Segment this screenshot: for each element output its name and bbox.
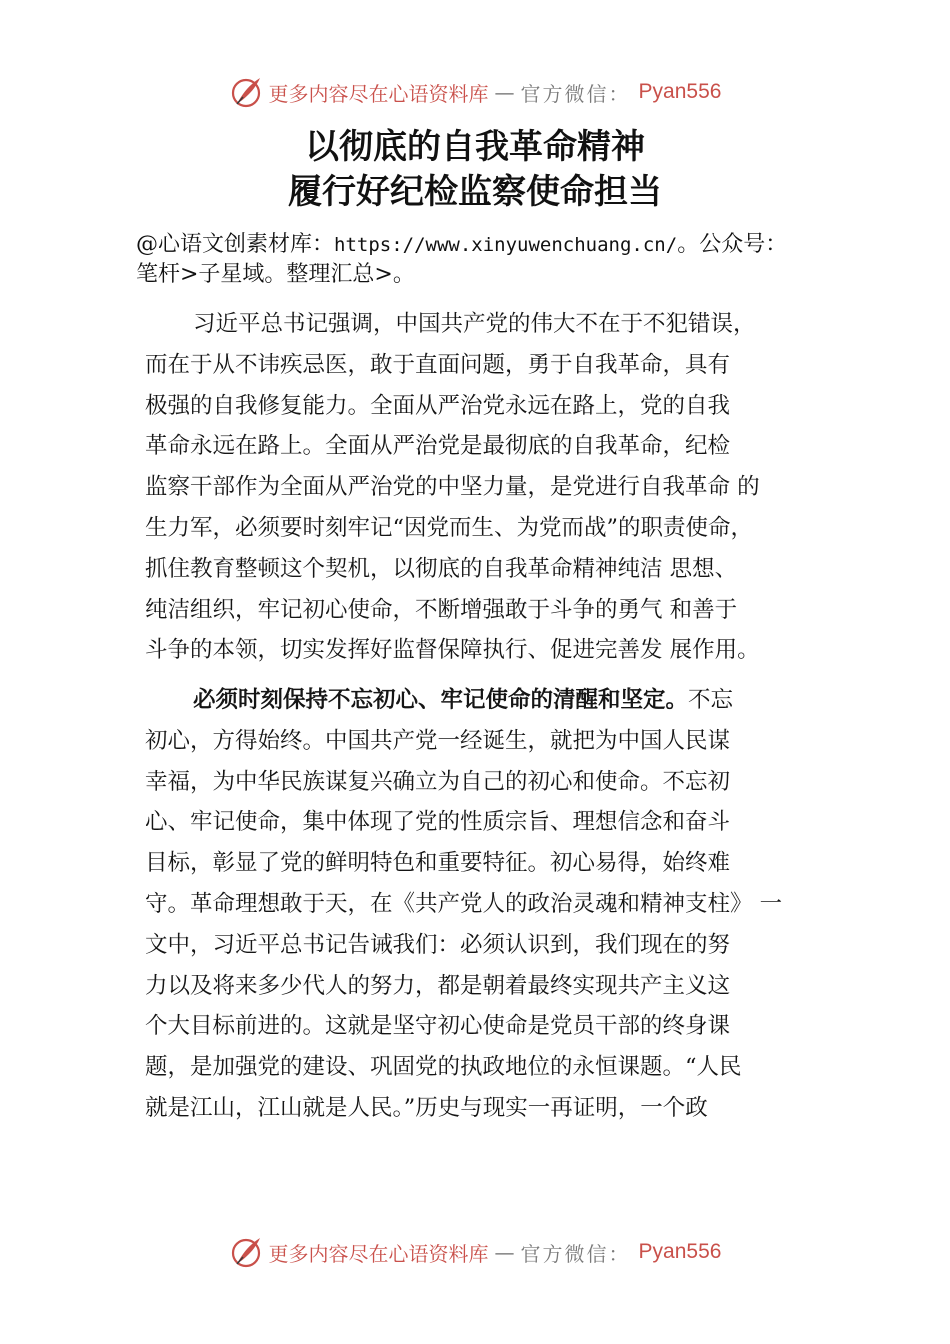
header-watermark (0, 72, 950, 112)
paragraph-line: 初心，方得始终。中国共产党一经诞生，就把为中国人民谋 (145, 727, 731, 754)
document-title-line-2: 履行好纪检监察使命担当 (288, 172, 662, 212)
watermark-dash: — (494, 1240, 515, 1264)
paragraph-line: 抓住教育整顿这个契机，以彻底的自我革命精神纯洁 思想、 (145, 555, 738, 582)
paragraph-line: 习近平总书记强调，中国共产党的伟大不在于不犯错误， (193, 311, 756, 337)
watermark-text: 更多内容尽在心语资料库 (268, 81, 489, 106)
paragraph-line: 个大目标前进的。这就是坚守初心使命是党员干部的终身课 (145, 1013, 731, 1040)
quill-logo-icon (229, 1235, 263, 1269)
watermark-wechat-id: Pyan556 (638, 80, 722, 103)
source-attribution (136, 230, 856, 289)
paragraph-line: 而在于从不讳疾忌医，敢于直面问题，勇于自我革命，具有 (145, 351, 731, 378)
source-url-link[interactable]: https://www.xinyuwenchuang.cn/ (334, 234, 678, 256)
source-prefix: @心语文创素材库： (136, 232, 335, 257)
paragraph-lead-rest: 不忘 (688, 687, 734, 713)
paragraph-line: 就是江山，江山就是人民。”历史与现实一再证明，一个政 (145, 1094, 708, 1121)
paragraph-line: 题，是加强党的建设、巩固党的执政地位的永恒课题。“人民 (145, 1054, 742, 1081)
paragraph-line: 革命永远在路上。全面从严治党是最彻底的自我革命，纪检 (145, 433, 731, 460)
watermark-label: 官方微信： (520, 1241, 631, 1266)
watermark-wechat-id: Pyan556 (638, 1240, 722, 1263)
paragraph-line: 幸福，为中华民族谋复兴确立为自己的初心和使命。不忘初 (145, 768, 731, 795)
document-title-line-1: 以彻底的自我革命精神 (305, 127, 645, 167)
watermark-label: 官方微信： (520, 81, 631, 106)
paragraph-line: 极强的自我修复能力。全面从严治党永远在路上，党的自我 (145, 392, 731, 419)
body-paragraph-1 (145, 304, 835, 671)
paragraph-lead-heading: 必须时刻保持不忘初心、牢记使命的清醒和坚定。 (193, 687, 689, 713)
paragraph-line: 力以及将来多少代人的努力，都是朝着最终实现共产主义这 (145, 972, 731, 999)
paragraph-line: 文中，习近平总书记告诫我们：必须认识到，我们现在的努 (145, 931, 731, 958)
paragraph-line: 斗争的本领，切实发挥好监督保障执行、促进完善发 展作用。 (145, 637, 760, 664)
watermark-dash: — (494, 80, 515, 104)
body-paragraph-2 (145, 680, 835, 1129)
source-suffix: 。公众号： (677, 232, 788, 257)
paragraph-line: 守。革命理想敢于天，在《共产党人的政治灵魂和精神支柱》 一 (145, 890, 783, 917)
footer-watermark (0, 1232, 950, 1272)
quill-logo-icon (229, 75, 263, 109)
paragraph-line: 监察干部作为全面从严治党的中坚力量，是党进行自我革命 的 (145, 474, 760, 501)
source-line-2: 笔杆>子星域。整理汇总>。 (136, 262, 415, 287)
paragraph-line: 生力军，必须要时刻牢记“因党而生、为党而战”的职责使命， (145, 514, 754, 541)
paragraph-line: 目标，彰显了党的鲜明特色和重要特征。初心易得，始终难 (145, 850, 731, 877)
paragraph-line: 纯洁组织，牢记初心使命，不断增强敢于斗争的勇气 和善于 (145, 596, 738, 623)
watermark-text: 更多内容尽在心语资料库 (268, 1241, 489, 1266)
paragraph-lead-line (145, 680, 835, 721)
paragraph-line: 心、牢记使命，集中体现了党的性质宗旨、理想信念和奋斗 (145, 809, 731, 836)
